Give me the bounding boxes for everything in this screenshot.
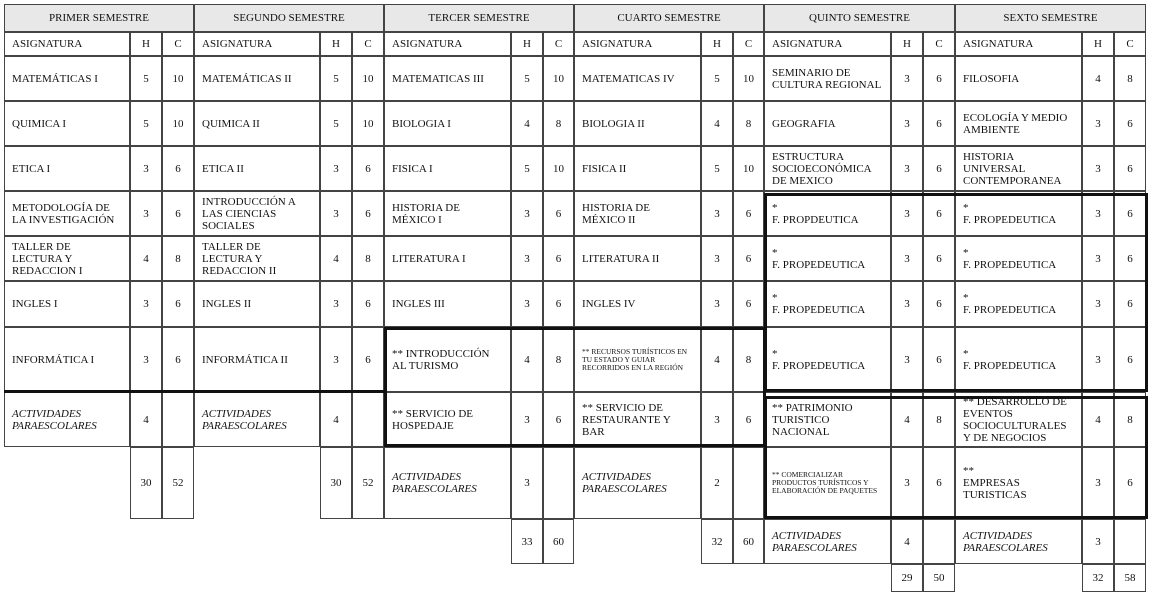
subject-name: BIOLOGIA I	[384, 101, 511, 146]
subject-hours: 4	[891, 392, 923, 447]
total-hours: 32	[701, 519, 733, 564]
subject-credits: 8	[543, 101, 574, 146]
total-hours: 30	[320, 447, 352, 519]
subject-name: LITERATURA I	[384, 236, 511, 281]
total-credits: 58	[1114, 564, 1146, 592]
subject-credits: 6	[162, 191, 194, 236]
total-credits: 52	[162, 447, 194, 519]
subject-credits: 6	[543, 281, 574, 327]
column-label-h: H	[130, 32, 162, 56]
subject-hours: 5	[320, 101, 352, 146]
subject-hours: 4	[320, 392, 352, 447]
subject-credits: 8	[352, 236, 384, 281]
subject-hours: 3	[701, 191, 733, 236]
subject-name: INTRODUCCIÓN A LAS CIENCIAS SOCIALES	[194, 191, 320, 236]
subject-name: ** COMERCIALIZAR PRODUCTOS TURÍSTICOS Y ELABORACIÓN DE PAQUETES	[764, 447, 891, 519]
subject-credits: 6	[733, 281, 764, 327]
subject-name: GEOGRAFIA	[764, 101, 891, 146]
subject-credits: 8	[733, 101, 764, 146]
subject-credits: 6	[1114, 191, 1146, 236]
subject-credits: 6	[923, 191, 955, 236]
column-label-asignatura: ASIGNATURA	[764, 32, 891, 56]
subject-name: ACTIVIDADES PARAESCOLARES	[4, 392, 130, 447]
column-label-h: H	[701, 32, 733, 56]
subject-name: MATEMATICAS IV	[574, 56, 701, 101]
subject-name: ** DESARROLLO DE EVENTOS SOCIOCULTURALES Y DE NEGOCIOS	[955, 392, 1082, 447]
subject-hours: 3	[701, 392, 733, 447]
subject-credits: 10	[733, 146, 764, 191]
subject-credits: 6	[923, 101, 955, 146]
total-hours: 30	[130, 447, 162, 519]
subject-hours: 3	[1082, 447, 1114, 519]
subject-hours: 3	[320, 327, 352, 392]
subject-hours: 2	[701, 447, 733, 519]
subject-hours: 3	[891, 191, 923, 236]
subject-credits: 6	[1114, 236, 1146, 281]
subject-credits: 6	[1114, 281, 1146, 327]
subject-name: * F. PROPDEUTICA	[764, 191, 891, 236]
subject-hours: 5	[511, 146, 543, 191]
subject-name: FISICA I	[384, 146, 511, 191]
subject-hours: 4	[130, 392, 162, 447]
subject-credits: 10	[162, 56, 194, 101]
subject-name: INFORMÁTICA I	[4, 327, 130, 392]
subject-hours: 3	[891, 327, 923, 392]
column-label-c: C	[162, 32, 194, 56]
subject-name: ACTIVIDADES PARAESCOLARES	[764, 519, 891, 564]
subject-credits: 10	[543, 146, 574, 191]
subject-name: INFORMÁTICA II	[194, 327, 320, 392]
subject-name: ** EMPRESAS TURISTICAS	[955, 447, 1082, 519]
subject-credits: 6	[352, 191, 384, 236]
subject-hours: 3	[320, 281, 352, 327]
subject-name: ** SERVICIO DE HOSPEDAJE	[384, 392, 511, 447]
column-label-c: C	[1114, 32, 1146, 56]
column-label-c: C	[352, 32, 384, 56]
subject-hours: 4	[1082, 56, 1114, 101]
subject-name: MATEMÁTICAS II	[194, 56, 320, 101]
subject-hours: 3	[891, 236, 923, 281]
subject-name: FILOSOFIA	[955, 56, 1082, 101]
subject-credits: 8	[923, 392, 955, 447]
total-credits: 60	[733, 519, 764, 564]
column-label-c: C	[923, 32, 955, 56]
total-credits: 50	[923, 564, 955, 592]
subject-credits: 8	[1114, 56, 1146, 101]
subject-hours: 3	[1082, 327, 1114, 392]
subject-credits	[162, 392, 194, 447]
subject-hours: 3	[1082, 191, 1114, 236]
subject-hours: 4	[511, 101, 543, 146]
subject-hours: 3	[511, 191, 543, 236]
subject-credits: 6	[1114, 101, 1146, 146]
semester-header: QUINTO SEMESTRE	[764, 4, 955, 32]
subject-credits: 6	[923, 327, 955, 392]
subject-name: ACTIVIDADES PARAESCOLARES	[574, 447, 701, 519]
subject-hours: 3	[130, 281, 162, 327]
semester-header: PRIMER SEMESTRE	[4, 4, 194, 32]
subject-name: * F. PROPEDEUTICA	[955, 281, 1082, 327]
subject-credits: 10	[543, 56, 574, 101]
subject-name: * F. PROPEDEUTICA	[764, 236, 891, 281]
subject-hours: 3	[701, 236, 733, 281]
subject-hours: 3	[1082, 519, 1114, 564]
subject-name: INGLES II	[194, 281, 320, 327]
subject-credits: 6	[733, 191, 764, 236]
subject-name: TALLER DE LECTURA Y REDACCION II	[194, 236, 320, 281]
subject-name: TALLER DE LECTURA Y REDACCION I	[4, 236, 130, 281]
subject-name: ACTIVIDADES PARAESCOLARES	[194, 392, 320, 447]
subject-credits: 10	[162, 101, 194, 146]
subject-credits	[352, 392, 384, 447]
subject-credits: 8	[1114, 392, 1146, 447]
subject-name: * F. PROPEDEUTICA	[764, 327, 891, 392]
subject-credits	[923, 519, 955, 564]
subject-name: HISTORIA DE MÉXICO I	[384, 191, 511, 236]
subject-hours: 4	[891, 519, 923, 564]
subject-credits: 6	[1114, 327, 1146, 392]
subject-name: HISTORIA DE MÉXICO II	[574, 191, 701, 236]
subject-credits: 6	[352, 146, 384, 191]
semester-header: SEXTO SEMESTRE	[955, 4, 1146, 32]
subject-credits: 8	[162, 236, 194, 281]
subject-name: * F. PROPEDEUTICA	[955, 327, 1082, 392]
subject-hours: 5	[130, 101, 162, 146]
subject-name: ETICA II	[194, 146, 320, 191]
subject-hours: 3	[1082, 281, 1114, 327]
subject-credits: 6	[162, 146, 194, 191]
total-hours: 29	[891, 564, 923, 592]
subject-hours: 3	[1082, 236, 1114, 281]
column-label-h: H	[1082, 32, 1114, 56]
subject-hours: 3	[1082, 146, 1114, 191]
subject-credits: 6	[1114, 447, 1146, 519]
subject-name: FISICA II	[574, 146, 701, 191]
subject-name: QUIMICA I	[4, 101, 130, 146]
subject-hours: 3	[891, 56, 923, 101]
subject-credits: 8	[733, 327, 764, 392]
column-label-h: H	[511, 32, 543, 56]
subject-credits: 6	[162, 281, 194, 327]
subject-name: ETICA I	[4, 146, 130, 191]
subject-name: INGLES IV	[574, 281, 701, 327]
column-label-c: C	[733, 32, 764, 56]
subject-credits: 6	[733, 236, 764, 281]
total-credits: 60	[543, 519, 574, 564]
subject-hours: 5	[130, 56, 162, 101]
subject-credits: 6	[162, 327, 194, 392]
subject-hours: 3	[130, 191, 162, 236]
subject-name: INGLES III	[384, 281, 511, 327]
subject-credits: 6	[352, 281, 384, 327]
subject-hours: 3	[511, 236, 543, 281]
subject-hours: 5	[511, 56, 543, 101]
subject-hours: 3	[130, 146, 162, 191]
subject-hours: 3	[891, 281, 923, 327]
subject-credits: 6	[923, 56, 955, 101]
subject-name: MATEMATICAS III	[384, 56, 511, 101]
subject-credits: 10	[352, 56, 384, 101]
subject-name: * F. PROPEDEUTICA	[764, 281, 891, 327]
semester-header: CUARTO SEMESTRE	[574, 4, 764, 32]
column-label-h: H	[320, 32, 352, 56]
subject-credits: 6	[352, 327, 384, 392]
subject-credits: 6	[543, 236, 574, 281]
subject-hours: 3	[320, 191, 352, 236]
subject-credits: 6	[923, 236, 955, 281]
subject-name: QUIMICA II	[194, 101, 320, 146]
subject-name: LITERATURA II	[574, 236, 701, 281]
column-label-h: H	[891, 32, 923, 56]
column-label-asignatura: ASIGNATURA	[384, 32, 511, 56]
subject-hours: 5	[320, 56, 352, 101]
subject-credits: 10	[352, 101, 384, 146]
subject-hours: 4	[701, 101, 733, 146]
subject-credits: 6	[1114, 146, 1146, 191]
subject-credits	[733, 447, 764, 519]
subject-hours: 3	[891, 146, 923, 191]
subject-hours: 3	[511, 281, 543, 327]
subject-hours: 3	[891, 447, 923, 519]
subject-name: * F. PROPEDEUTICA	[955, 191, 1082, 236]
subject-hours: 3	[701, 281, 733, 327]
subject-credits: 6	[923, 281, 955, 327]
subject-hours: 3	[130, 327, 162, 392]
subject-name: BIOLOGIA II	[574, 101, 701, 146]
semester-header: TERCER SEMESTRE	[384, 4, 574, 32]
column-label-asignatura: ASIGNATURA	[574, 32, 701, 56]
subject-name: ** PATRIMONIO TURISTICO NACIONAL	[764, 392, 891, 447]
subject-credits: 6	[923, 146, 955, 191]
subject-hours: 3	[511, 392, 543, 447]
subject-name: HISTORIA UNIVERSAL CONTEMPORANEA	[955, 146, 1082, 191]
subject-hours: 4	[320, 236, 352, 281]
subject-hours: 4	[130, 236, 162, 281]
total-credits: 52	[352, 447, 384, 519]
subject-hours: 3	[891, 101, 923, 146]
subject-name: ** SERVICIO DE RESTAURANTE Y BAR	[574, 392, 701, 447]
total-hours: 33	[511, 519, 543, 564]
subject-name: INGLES I	[4, 281, 130, 327]
subject-hours: 3	[320, 146, 352, 191]
subject-credits: 6	[733, 392, 764, 447]
subject-credits: 6	[543, 392, 574, 447]
subject-name: ESTRUCTURA SOCIOECONÓMICA DE MEXICO	[764, 146, 891, 191]
subject-name: ACTIVIDADES PARAESCOLARES	[384, 447, 511, 519]
total-hours: 32	[1082, 564, 1114, 592]
subject-hours: 3	[1082, 101, 1114, 146]
subject-credits: 10	[733, 56, 764, 101]
column-label-asignatura: ASIGNATURA	[4, 32, 130, 56]
column-label-asignatura: ASIGNATURA	[194, 32, 320, 56]
subject-name: * F. PROPEDEUTICA	[955, 236, 1082, 281]
column-label-c: C	[543, 32, 574, 56]
subject-credits: 6	[923, 447, 955, 519]
subject-name: MATEMÁTICAS I	[4, 56, 130, 101]
subject-name: ACTIVIDADES PARAESCOLARES	[955, 519, 1082, 564]
subject-hours: 4	[511, 327, 543, 392]
subject-name: ECOLOGÍA Y MEDIO AMBIENTE	[955, 101, 1082, 146]
subject-credits	[1114, 519, 1146, 564]
subject-name: ** RECURSOS TURÍSTICOS EN TU ESTADO Y GUIAR RECORRIDOS EN LA REGIÓN	[574, 327, 701, 392]
subject-name: ** INTRODUCCIÓN AL TURISMO	[384, 327, 511, 392]
subject-name: METODOLOGÍA DE LA INVESTIGACIÓN	[4, 191, 130, 236]
column-label-asignatura: ASIGNATURA	[955, 32, 1082, 56]
subject-credits	[543, 447, 574, 519]
subject-name: SEMINARIO DE CULTURA REGIONAL	[764, 56, 891, 101]
subject-hours: 4	[1082, 392, 1114, 447]
subject-hours: 5	[701, 56, 733, 101]
subject-credits: 8	[543, 327, 574, 392]
subject-hours: 3	[511, 447, 543, 519]
subject-credits: 6	[543, 191, 574, 236]
subject-hours: 4	[701, 327, 733, 392]
semester-header: SEGUNDO SEMESTRE	[194, 4, 384, 32]
subject-hours: 5	[701, 146, 733, 191]
